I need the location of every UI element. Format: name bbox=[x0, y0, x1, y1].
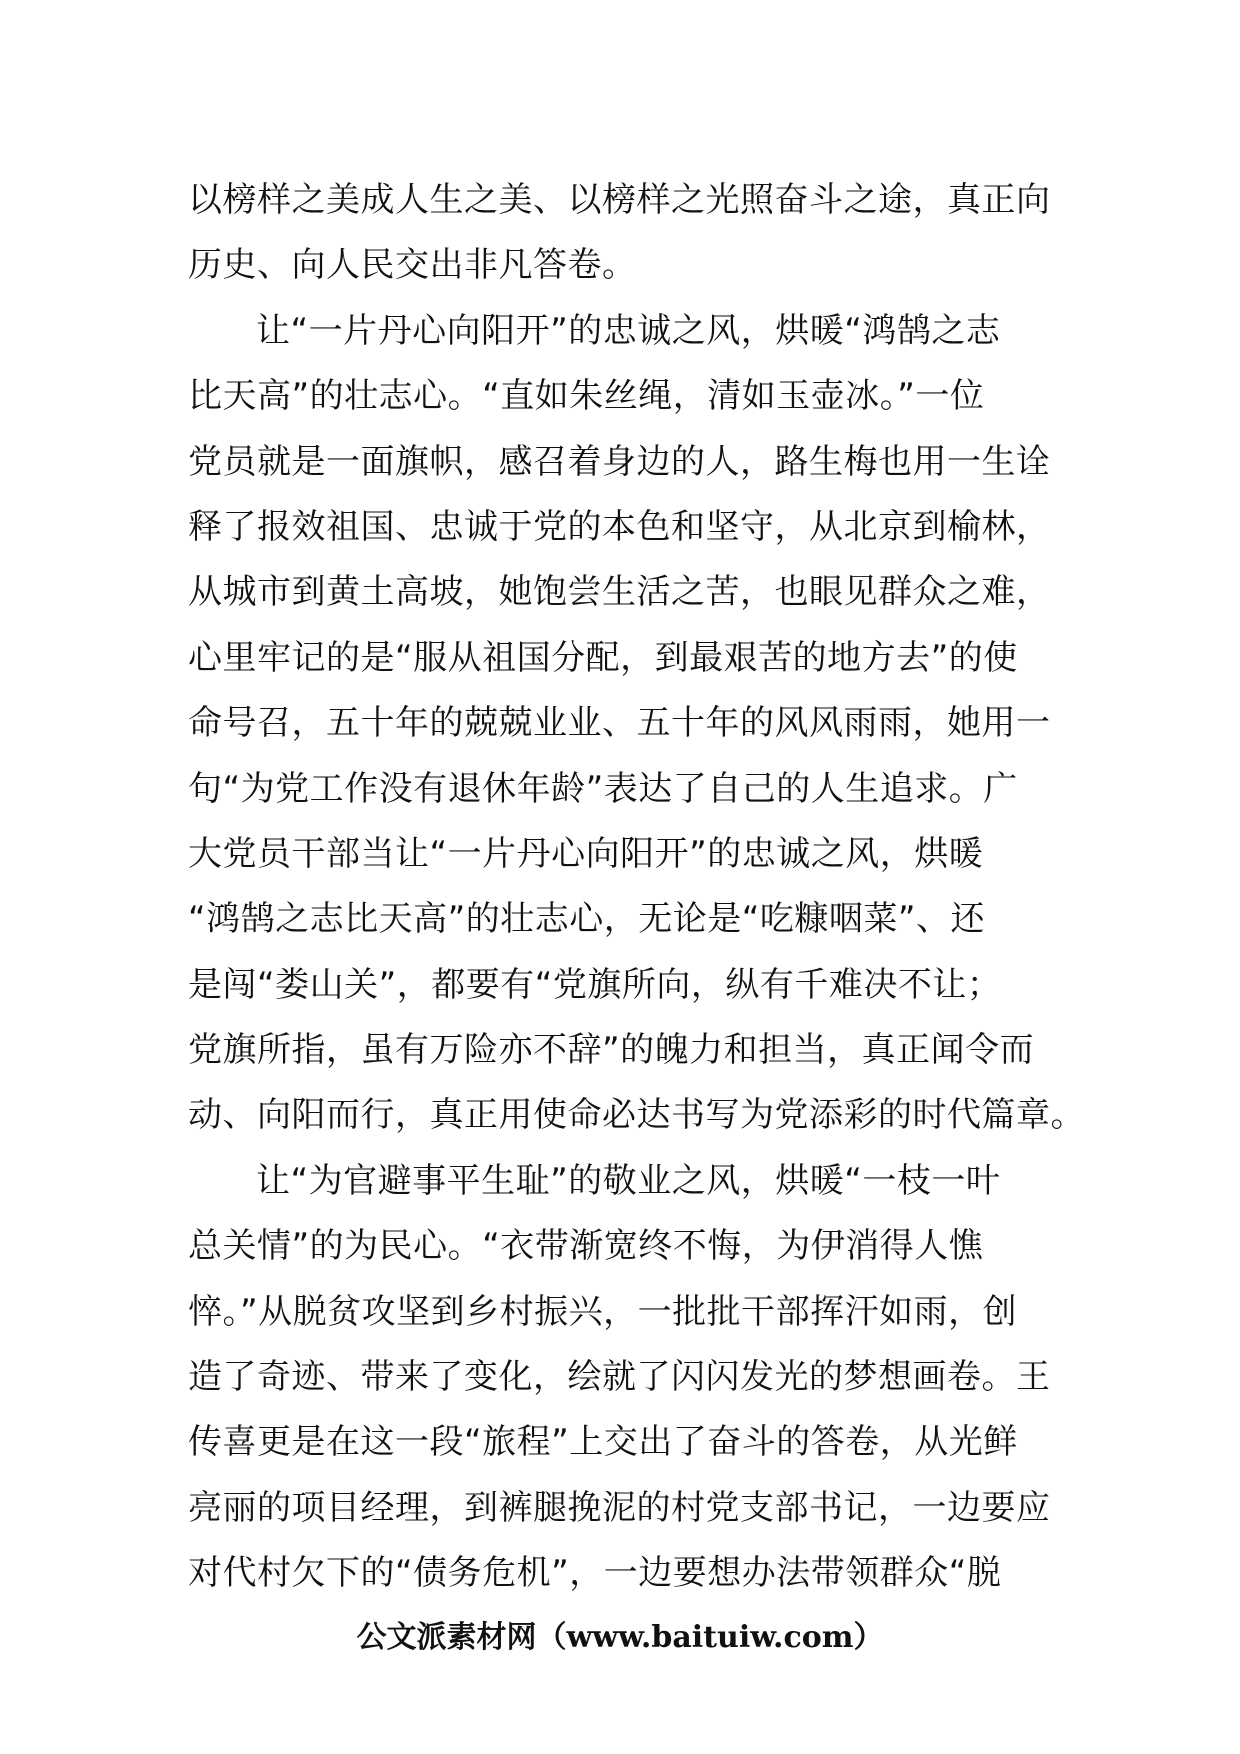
text-line: 传喜更是在这一段“旅程”上交出了奋斗的答卷，从光鲜 bbox=[188, 1422, 1018, 1463]
text-line: 对代村欠下的“债务危机”，一边要想办法带领群众“脱 bbox=[188, 1553, 1002, 1594]
paragraph-start-line: 让“为官避事平生耻”的敬业之风，烘暖“一枝一叶 bbox=[256, 1160, 1001, 1201]
document-body bbox=[188, 168, 1085, 1607]
text-line: 从城市到黄土高坡，她饱尝生活之苦，也眼见群众之难， bbox=[188, 572, 1051, 613]
text-line: 党旗所指，虽有万险亦不辞”的魄力和担当，真正闻令而 bbox=[188, 1030, 1035, 1071]
text-line: 党员就是一面旗帜，感召着身边的人，路生梅也用一生诠 bbox=[188, 441, 1051, 482]
text-line: “鸿鹄之志比天高”的壮志心，无论是“吃糠咽菜”、还 bbox=[188, 899, 985, 940]
footer-watermark: 公文派素材网（www.baituiw.com） bbox=[356, 1620, 884, 1655]
text-line: 释了报效祖国、忠诚于党的本色和坚守，从北京到榆林， bbox=[188, 506, 1051, 547]
text-line: 比天高”的壮志心。“直如朱丝绳，清如玉壶冰。”一位 bbox=[188, 376, 985, 417]
text-line: 总关情”的为民心。“衣带渐宽终不悔，为伊消得人憔 bbox=[188, 1226, 984, 1267]
text-line: 历史、向人民交出非凡答卷。 bbox=[188, 245, 637, 286]
text-line: 心里牢记的是“服从祖国分配，到最艰苦的地方去”的使 bbox=[188, 637, 1018, 678]
text-line: 亮丽的项目经理，到裤腿挽泥的村党支部书记，一边要应 bbox=[188, 1487, 1051, 1528]
paragraph-start-line: 让“一片丹心向阳开”的忠诚之风，烘暖“鸿鹄之志 bbox=[256, 310, 1001, 351]
text-line: 句“为党工作没有退休年龄”表达了自己的人生追求。广 bbox=[188, 768, 1018, 809]
text-line: 造了奇迹、带来了变化，绘就了闪闪发光的梦想画卷。王 bbox=[188, 1357, 1051, 1398]
text-line: 悴。”从脱贫攻坚到乡村振兴，一批批干部挥汗如雨，创 bbox=[188, 1291, 1018, 1332]
text-line: 以榜样之美成人生之美、以榜样之光照奋斗之途，真正向 bbox=[188, 180, 1051, 220]
text-line: 是闯“娄山关”，都要有“党旗所向，纵有千难决不让； bbox=[188, 964, 1002, 1005]
text-line: 动、向阳而行，真正用使命必达书写为党添彩的时代篇章。 bbox=[188, 1095, 1085, 1136]
text-line: 命号召，五十年的兢兢业业、五十年的风风雨雨，她用一 bbox=[188, 703, 1051, 744]
text-line: 大党员干部当让“一片丹心向阳开”的忠诚之风，烘暖 bbox=[188, 833, 984, 874]
